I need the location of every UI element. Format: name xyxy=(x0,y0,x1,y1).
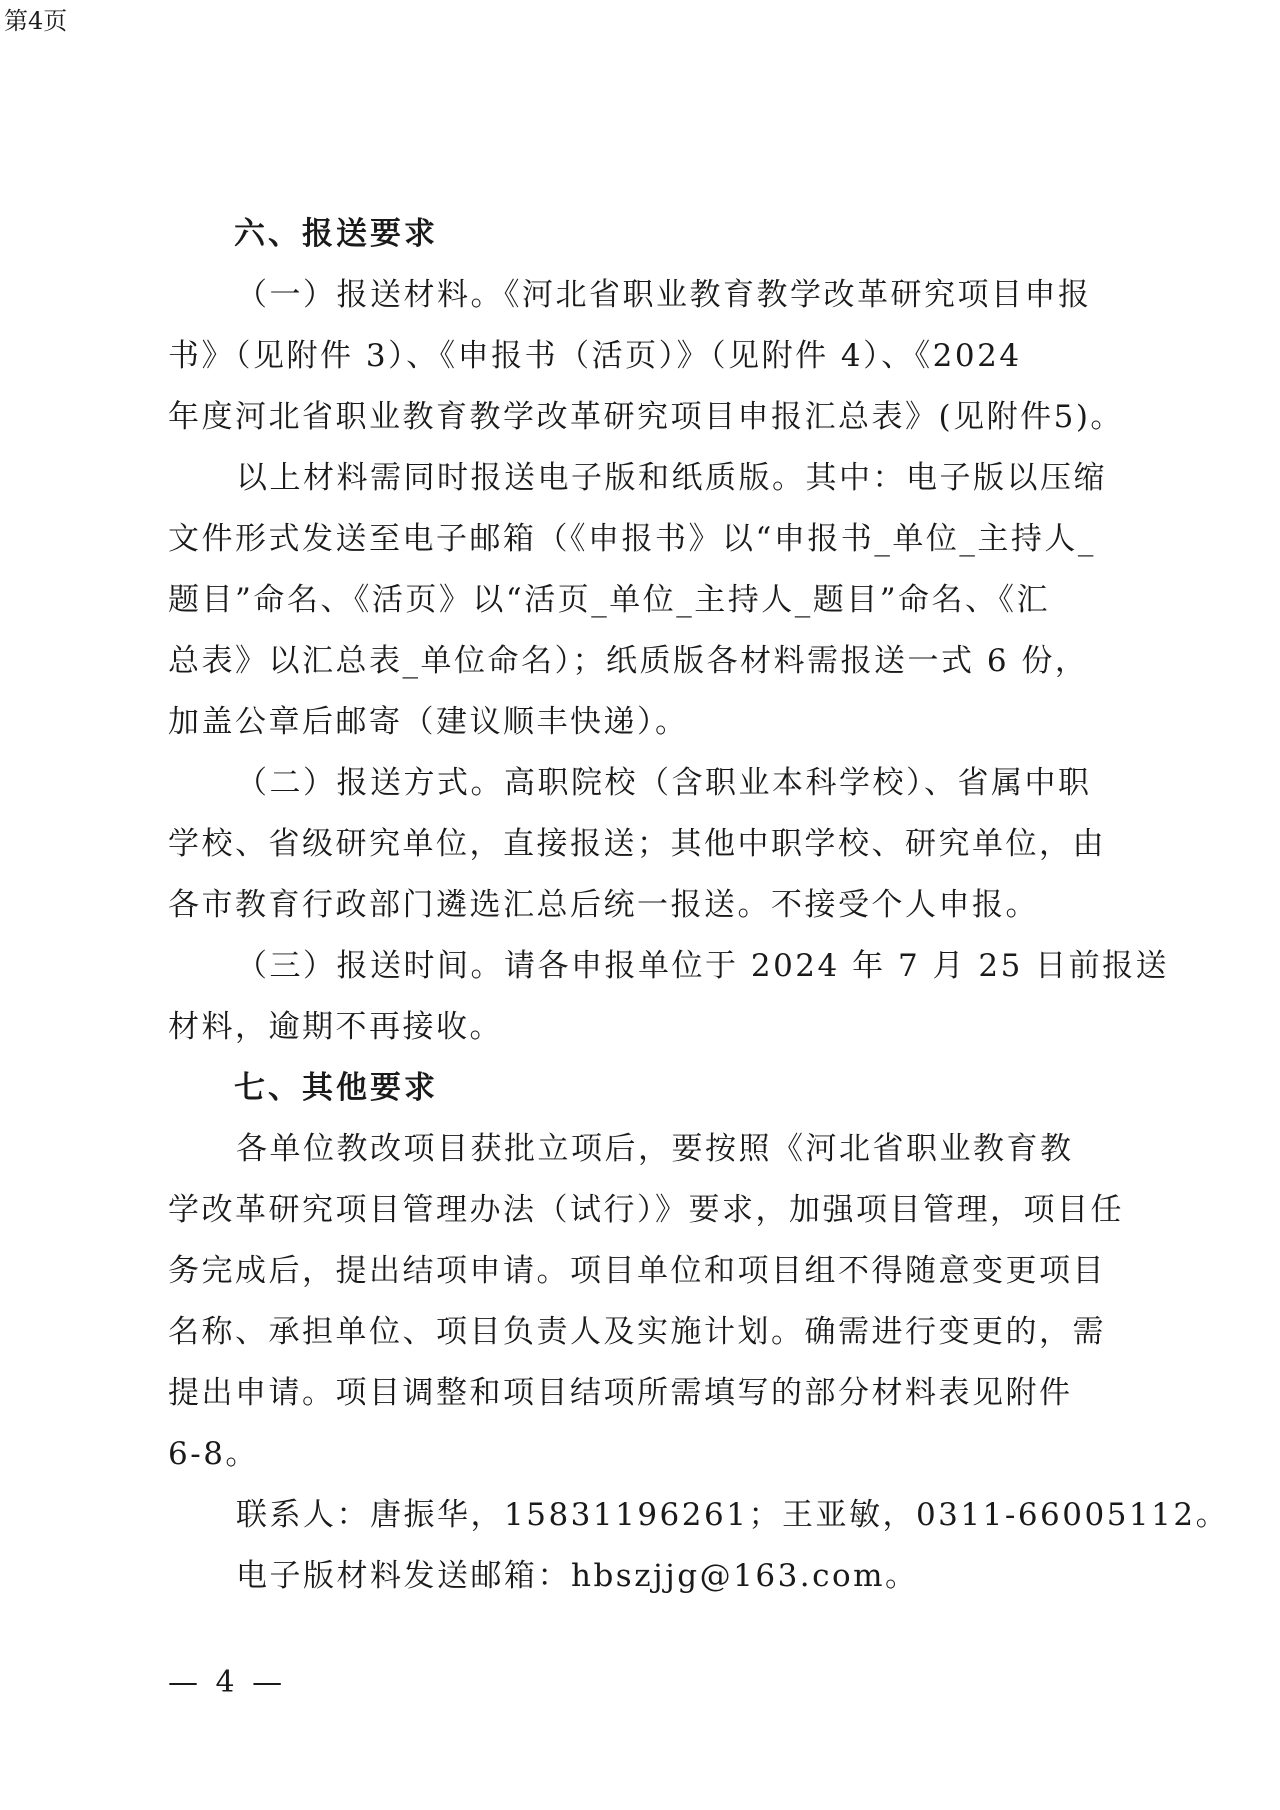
paragraph-line: 学改革研究项目管理办法（试行）》要求，加强项目管理，项目任 xyxy=(168,1192,1124,1228)
paragraph-line: 年度河北省职业教育教学改革研究项目申报汇总表》(见附件5)。 xyxy=(168,399,1124,435)
paragraph-line: 名称、承担单位、项目负责人及实施计划。确需进行变更的，需 xyxy=(168,1314,1106,1350)
paragraph-line: 以上材料需同时报送电子版和纸质版。其中：电子版以压缩 xyxy=(236,460,1107,496)
paragraph-line: 各单位教改项目获批立项后，要按照《河北省职业教育教 xyxy=(236,1131,1074,1167)
paragraph-line: 总表》以汇总表_单位命名）；纸质版各材料需报送一式 6 份， xyxy=(168,643,1089,679)
paragraph-line: 学校、省级研究单位，直接报送；其他中职学校、研究单位，由 xyxy=(168,826,1106,862)
paragraph-line: 提出申请。项目调整和项目结项所需填写的部分材料表见附件 xyxy=(168,1375,1073,1411)
paragraph-line: （二）报送方式。高职院校（含职业本科学校）、省属中职 xyxy=(236,765,1092,801)
paragraph-line: 务完成后，提出结项申请。项目单位和项目组不得随意变更项目 xyxy=(168,1253,1106,1289)
paragraph-line: 题目”命名、《活页》以“活页_单位_主持人_题目”命名、《汇 xyxy=(168,582,1051,618)
email-line: 电子版材料发送邮箱：hbszjjg@163.com。 xyxy=(236,1558,919,1594)
paragraph-line: 加盖公章后邮寄（建议顺丰快递）。 xyxy=(168,704,689,740)
page-number: — 4 — xyxy=(168,1665,287,1700)
paragraph-line: （一）报送材料。《河北省职业教育教学改革研究项目申报 xyxy=(236,277,1092,313)
paragraph-line: （三）报送时间。请各申报单位于 2024 年 7 月 25 日前报送 xyxy=(236,948,1170,984)
paragraph-line: 各市教育行政部门遴选汇总后统一报送。不接受个人申报。 xyxy=(168,887,1039,923)
document-body xyxy=(168,204,1230,1607)
section-heading-6: 六、报送要求 xyxy=(234,216,438,252)
paragraph-line: 文件形式发送至电子邮箱（《申报书》以“申报书_单位_主持人_ xyxy=(168,521,1096,557)
section-heading-7: 七、其他要求 xyxy=(234,1070,438,1106)
contact-line: 联系人：唐振华，15831196261；王亚敏，0311-66005112。 xyxy=(236,1497,1230,1533)
paragraph-line: 书》（见附件 3）、《申报书（活页）》（见附件 4）、《2024 xyxy=(168,338,1022,374)
page-label: 第4页 xyxy=(4,7,68,35)
paragraph-line: 材料，逾期不再接收。 xyxy=(168,1009,503,1045)
paragraph-line: 6-8。 xyxy=(168,1436,259,1472)
